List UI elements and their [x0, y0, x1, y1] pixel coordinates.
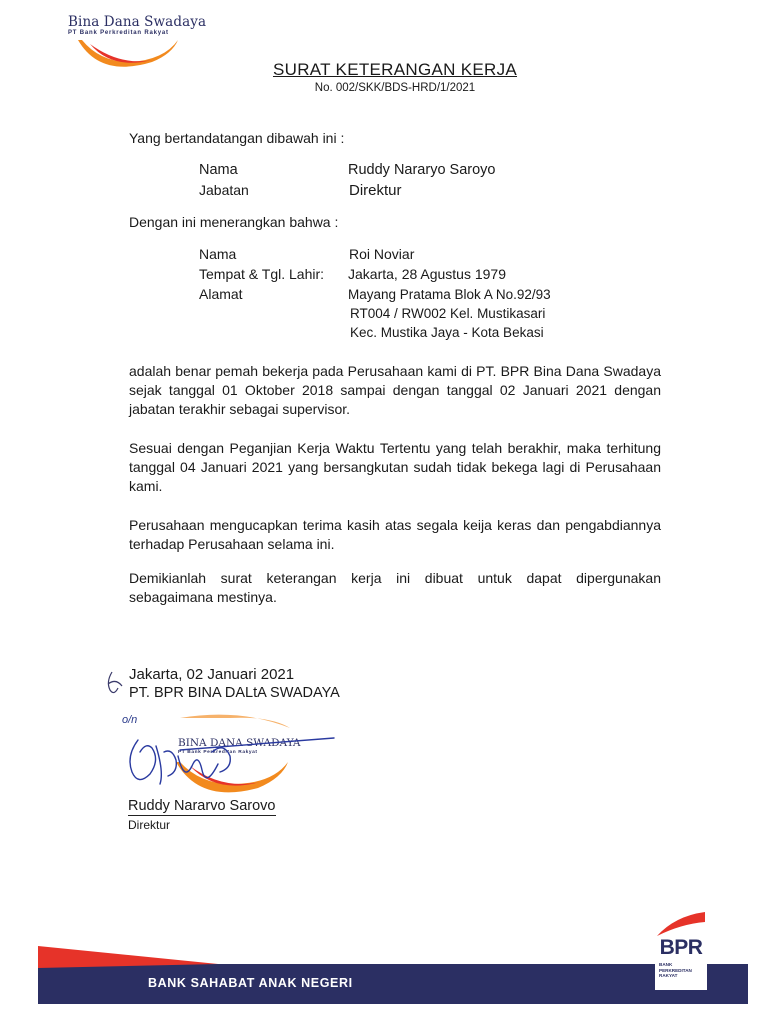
employee-name-value: Roi Noviar [349, 246, 415, 262]
signer-name-signature: Ruddy Nararvo Sarovo [128, 798, 276, 814]
paragraph-contract-end: Sesuai dengan Peganjian Kerja Waktu Tertentu yang telah berakhir, maka terhitung tanggal 04 Januari 2021 yang bersangkutan sudah tidak bekega lagi di Perusahaan kami. [129, 440, 661, 495]
document-number: No. 002/SKK/BDS-HRD/1/2021 [314, 82, 476, 94]
stamp-subtitle-text: PT Bank Perkreditan Rakyat [178, 750, 258, 755]
handwritten-signature-icon [120, 712, 350, 797]
employee-address-line-1: Mayang Pratama Blok A No.92/93 [348, 287, 551, 302]
pen-mark-icon [104, 668, 128, 703]
place-date-text: Jakarta, 02 Januari 2021 [129, 666, 295, 683]
signer-position-value: Direktur [349, 182, 402, 199]
employee-birth-label: Tempat & Tgl. Lahir: [199, 266, 325, 282]
paragraph-thanks: Perusahaan mengucapkan terima kasih atas segala keija keras dan pengabdiannya terhadap Perusahaan selama ini. [129, 517, 661, 553]
employee-birth-value: Jakarta, 28 Agustus 1979 [348, 266, 506, 282]
signer-name-value: Ruddy Nararyo Saroyo [348, 162, 496, 178]
footer-band [38, 964, 748, 1004]
signer-title-text: Direktur [128, 818, 171, 832]
bpr-sub-line-2: PERKREDITAN [659, 967, 692, 973]
employee-address-label: Alamat [199, 286, 243, 302]
bpr-sub-line-3: RAKYAT [659, 973, 678, 979]
on-behalf-text: o/n [122, 714, 138, 726]
signer-position-label: Jabatan [199, 182, 249, 198]
paragraph-closing: Demikianlah surat keterangan kerja ini dibuat untuk dapat dipergunakan sebagaimana mestinya. [129, 570, 661, 606]
document-title: SURAT KETERANGAN KERJA [272, 60, 518, 79]
statement-intro-text: Dengan ini menerangkan bahwa : [129, 214, 339, 230]
footer-red-stripe-icon [38, 946, 218, 968]
logo-brand-text: Bina Dana Swadaya [68, 14, 207, 30]
employee-name-label: Nama [199, 246, 237, 262]
paragraph-employment: adalah benar pemah bekerja pada Perusahaan kami di PT. BPR Bina Dana Swadaya sejak tanggal 01 Oktober 2018 sampai dengan tanggal 02 Januari 2021 dengan jabatan terakhir sebagai supervisor. [129, 363, 661, 418]
footer-tagline: BANK SAHABAT ANAK NEGERI [148, 976, 353, 990]
bpr-logo-swoosh-icon [655, 912, 707, 938]
company-stamp [120, 712, 350, 797]
employee-address-line-3: Kec. Mustika Jaya - Kota Bekasi [350, 325, 544, 340]
company-name-text: PT. BPR BINA DALtA SWADAYA [129, 685, 340, 701]
logo-subtitle-text: PT Bank Perkreditan Rakyat [68, 30, 169, 36]
employee-address-line-2: RT004 / RW002 Kel. Mustikasari [350, 306, 546, 321]
bpr-sub-line-1: BANK [659, 962, 673, 967]
stamp-brand-text: BINA DANA SWADAYA [178, 737, 301, 749]
bpr-logo-text: BPR [659, 936, 703, 959]
intro-text: Yang bertandatangan dibawah ini : [129, 130, 345, 146]
signer-name-label: Nama [199, 162, 238, 178]
bpr-logo-subtitle [659, 962, 707, 979]
